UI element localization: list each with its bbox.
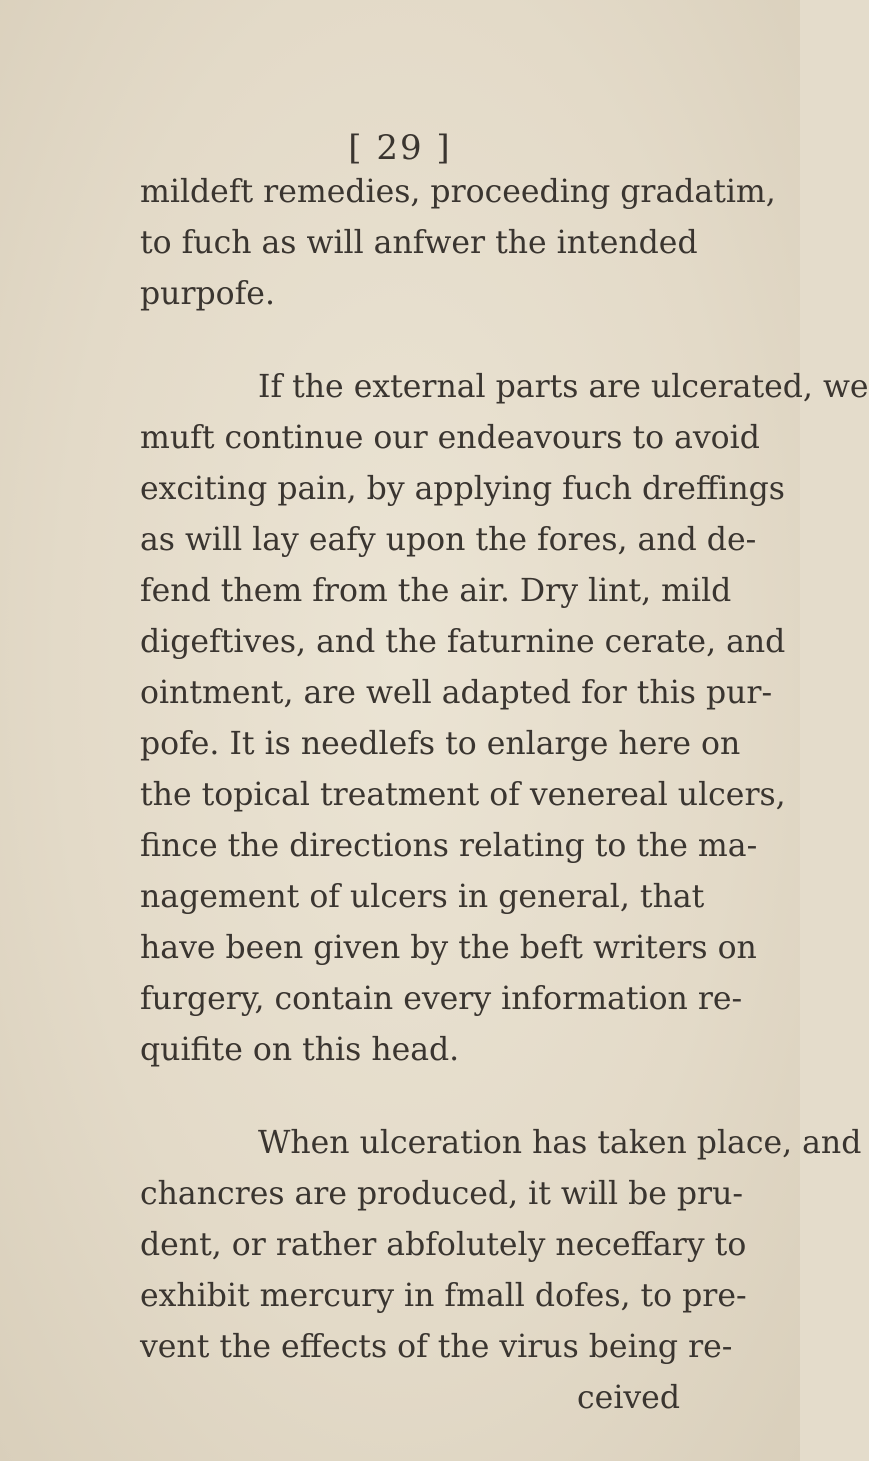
text-line: nagement of ulcers in general, that bbox=[140, 879, 705, 915]
text-line: ointment, are well adapted for this pur- bbox=[140, 675, 773, 711]
text-line: fince the directions relating to the ma- bbox=[140, 828, 758, 864]
text-line: purpofe. bbox=[140, 276, 275, 312]
text-line: chancres are produced, it will be pru- bbox=[140, 1176, 744, 1212]
text-line: to fuch as will anfwer the intended bbox=[140, 225, 698, 261]
text-line: exhibit mercury in fmall dofes, to pre- bbox=[140, 1278, 747, 1314]
text-line: If the external parts are ulcerated, we bbox=[258, 369, 869, 405]
text-line: When ulceration has taken place, and bbox=[258, 1125, 862, 1161]
text-line: exciting pain, by applying fuch dreffings bbox=[140, 471, 785, 507]
text-line: fend them from the air. Dry lint, mild bbox=[140, 573, 732, 609]
text-line: dent, or rather abfolutely neceffary to bbox=[140, 1227, 747, 1263]
text-line: quifite on this head. bbox=[140, 1032, 460, 1068]
page-number: [ 29 ] bbox=[348, 128, 452, 168]
text-line: have been given by the beft writers on bbox=[140, 930, 757, 966]
text-line: vent the effects of the virus being re- bbox=[140, 1329, 733, 1365]
text-line: muft continue our endeavours to avoid bbox=[140, 420, 760, 456]
text-line: furgery, contain every information re- bbox=[140, 981, 743, 1017]
text-line: as will lay eafy upon the fores, and de- bbox=[140, 522, 757, 558]
catchword: ceived bbox=[577, 1380, 680, 1416]
text-line: the topical treatment of venereal ulcers, bbox=[140, 777, 786, 813]
text-line: digeftives, and the faturnine cerate, and bbox=[140, 624, 786, 660]
text-line: mildeft remedies, proceeding gradatim, bbox=[140, 174, 776, 210]
text-line: pofe. It is needlefs to enlarge here on bbox=[140, 726, 741, 762]
